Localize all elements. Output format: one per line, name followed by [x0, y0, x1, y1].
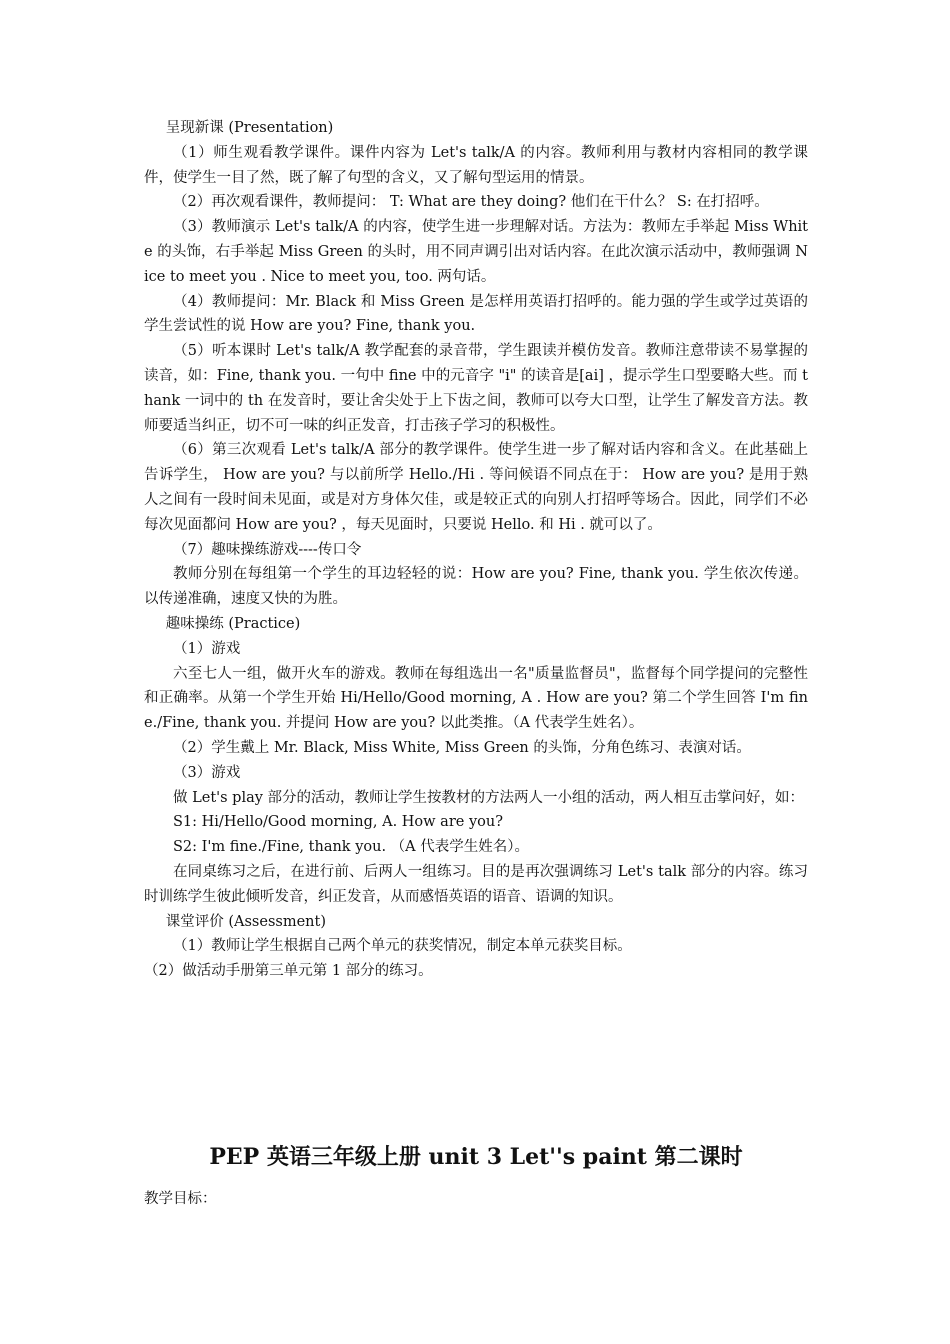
paragraph: （2）学生戴上 Mr. Black, Miss White, Miss Green 的头饰，分角色练习、表演对话。	[173, 739, 751, 756]
paragraph: （1）教师让学生根据自己两个单元的获奖情况，制定本单元获奖目标。	[173, 938, 632, 955]
paragraph: 教师分别在每组第一个学生的耳边轻轻的说：How are you? Fine, thank you. 学生依次传递。以传递准确，速度又快的为胜。	[144, 566, 808, 608]
paragraph: （4）教师提问：Mr. Black 和 Miss Green 是怎样用英语打招呼的。能力强的学生或学过英语的学生尝试性的说 How are you? Fine, thank you.	[144, 293, 808, 335]
document-body	[144, 116, 808, 984]
paragraph: （6）第三次观看 Let's talk/A 部分的教学课件。使学生进一步了解对话内容和含义。在此基础上告诉学生， How are you? 与以前所学 Hello./Hi . 等问候语不同点在于： How are you? 是用于熟人之间有一段时间未见面，或是对方身体欠佳，或是较正式的向别人打招呼等场合。因此，同学们不必每次见面都问 How are you? ，每天见面时，只要说 Hello. 和 Hi . 就可以了。	[144, 442, 808, 533]
paragraph: 做 Let's play 部分的活动，教师让学生按教材的方法两人一小组的活动，两人相互击掌问好，如：	[173, 789, 805, 806]
lesson-title: PEP 英语三年级上册 unit 3 Let''s paint 第二课时	[209, 1144, 743, 1170]
paragraph: （5）听本课时 Let's talk/A 教学配套的录音带，学生跟读并模仿发音。教师注意带读不易掌握的读音，如：Fine, thank you. 一句中 fine 中的元音字 "i" 的读音是[ai] ，提示学生口型要略大些。而 thank 一词中的 th 在发音时，要让舍尖处于上下齿之间，教师可以夸大口型，让学生了解发音方法。教师要适当纠正，切不可一味的纠正发音，打击孩子学习的积极性。	[144, 343, 808, 434]
paragraph: （2）再次观看课件，教师提问： T: What are they doing? 他们在干什么？ S: 在打招呼。	[173, 194, 769, 211]
paragraph: S1: Hi/Hello/Good morning, A. How are you?	[173, 814, 503, 831]
paragraph: （7）趣味操练游戏----传口令	[173, 541, 362, 558]
paragraph: （1）师生观看教学课件。课件内容为 Let's talk/A 的内容。教师利用与教材内容相同的教学课件，使学生一目了然，既了解了句型的含义，又了解句型运用的情景。	[144, 144, 808, 186]
paragraph: 趣味操练 (Practice)	[165, 615, 301, 632]
paragraph: 六至七人一组，做开火车的游戏。教师在每组选出一名"质量监督员"，监督每个同学提问的完整性和正确率。从第一个学生开始 Hi/Hello/Good morning, A . How are you? 第二个学生回答 I'm fine./Fine, thank you. 并提问 How are you? 以此类推。（A 代表学生姓名）。	[144, 665, 808, 732]
paragraph: （2）做活动手册第三单元第 1 部分的练习。	[144, 963, 433, 980]
teaching-goals-label: 教学目标：	[144, 1191, 217, 1207]
paragraph: 在同桌练习之后，在进行前、后两人一组练习。目的是再次强调练习 Let's talk 部分的内容。练习时训练学生彼此倾听发音，纠正发音，从而感悟英语的语音、语调的知识。	[144, 863, 808, 905]
paragraph: （3）教师演示 Let's talk/A 的内容，使学生进一步理解对话。方法为：教师左手举起 Miss White 的头饰，右手举起 Miss Green 的头时，用不同声调引出对话内容。在此次演示活动中，教师强调 Nice to meet you . Nice to meet you, too. 两句话。	[144, 219, 808, 285]
paragraph: （1）游戏	[173, 640, 241, 657]
paragraph: 课堂评价 (Assessment)	[165, 913, 326, 930]
paragraph: 呈现新课 (Presentation)	[165, 120, 334, 136]
paragraph: S2: I'm fine./Fine, thank you. （A 代表学生姓名）。	[173, 839, 529, 856]
paragraph: （3）游戏	[173, 764, 241, 781]
